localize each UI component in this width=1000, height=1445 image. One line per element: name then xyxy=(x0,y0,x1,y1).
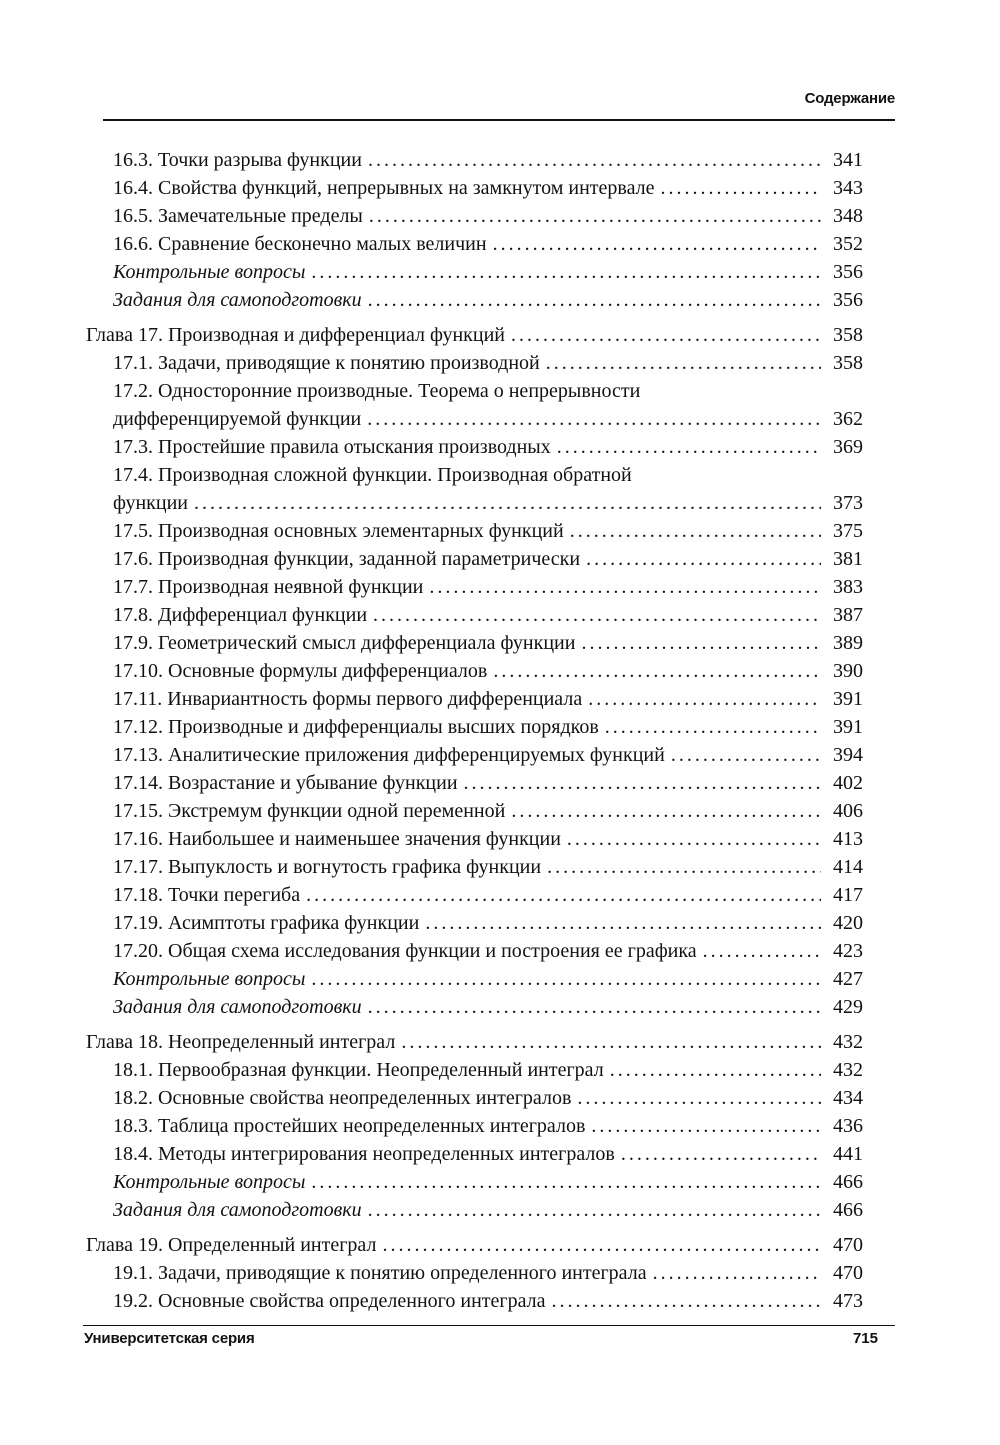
toc-entry[interactable] xyxy=(113,601,863,629)
toc-entry-title: Задания для самоподготовки xyxy=(113,996,362,1018)
toc-entry[interactable] xyxy=(113,1259,863,1287)
leader-dots xyxy=(511,321,821,349)
toc-entry-title: 17.9. Геометрический смысл дифференциала функции xyxy=(113,632,576,654)
toc-entry-title: 17.17. Выпуклость и вогнутость графика функции xyxy=(113,856,542,878)
toc-entry-title: 17.18. Точки перегиба xyxy=(113,884,301,906)
leader-dots xyxy=(464,769,821,797)
toc-entry-title: 17.5. Производная основных элементарных функций xyxy=(113,520,564,542)
toc-entry[interactable] xyxy=(113,685,863,713)
toc-entry-page: 420 xyxy=(833,912,863,934)
leader-dots xyxy=(368,1196,821,1224)
leader-dots xyxy=(306,881,821,909)
toc-entry-page: 436 xyxy=(833,1115,863,1137)
toc-entry-page: 343 xyxy=(833,177,863,199)
toc-entry-page: 466 xyxy=(833,1171,863,1193)
toc-chapter-title: Глава 18. Неопределенный интеграл xyxy=(86,1031,396,1053)
leader-dots xyxy=(621,1140,821,1168)
footer-rule xyxy=(83,1325,895,1326)
toc-entry-title: Контрольные вопросы xyxy=(113,261,306,283)
toc-entry-title: 16.4. Свойства функций, непрерывных на замкнутом интервале xyxy=(113,177,655,199)
toc-entry-page: 402 xyxy=(833,772,863,794)
toc-entry-title: 16.3. Точки разрыва функции xyxy=(113,149,362,171)
toc-entry-title: 17.7. Производная неявной функции xyxy=(113,576,424,598)
toc-entry-title: 17.15. Экстремум функции одной переменной xyxy=(113,800,506,822)
toc-entry[interactable] xyxy=(113,909,863,937)
toc-entry-page: 390 xyxy=(833,660,863,682)
toc-entry-page: 432 xyxy=(833,1031,863,1053)
header-rule xyxy=(103,119,895,121)
toc-entry-page: 356 xyxy=(833,261,863,283)
leader-dots xyxy=(311,965,821,993)
toc-entry-page: 383 xyxy=(833,576,863,598)
leader-dots xyxy=(367,405,821,433)
toc-entry-page: 358 xyxy=(833,324,863,346)
toc-entry-page: 389 xyxy=(833,632,863,654)
leader-dots xyxy=(493,657,821,685)
toc-entry-title: 17.11. Инвариантность формы первого дифференциала xyxy=(113,688,583,710)
leader-dots xyxy=(373,601,821,629)
toc-entry-title: Задания для самоподготовки xyxy=(113,289,362,311)
leader-dots xyxy=(401,1028,821,1056)
page-number: 715 xyxy=(852,1330,878,1347)
toc-entry-title: 17.14. Возрастание и убывание функции xyxy=(113,772,458,794)
toc-entry[interactable] xyxy=(113,405,863,433)
toc-entry-page: 391 xyxy=(833,688,863,710)
toc-chapter[interactable] xyxy=(86,321,863,349)
toc-entry[interactable] xyxy=(113,517,863,545)
toc-entry-title: 18.1. Первообразная функции. Неопределенный интеграл xyxy=(113,1059,604,1081)
toc-entry-title: 17.10. Основные формулы дифференциалов xyxy=(113,660,488,682)
leader-dots xyxy=(581,629,821,657)
series-name: Университетская серия xyxy=(84,1330,255,1347)
toc-entry[interactable] xyxy=(113,741,863,769)
toc-entry-page: 375 xyxy=(833,520,863,542)
leader-dots xyxy=(546,349,821,377)
toc-entry-title: 17.16. Наибольшее и наименьшее значения функции xyxy=(113,828,561,850)
toc-entry[interactable] xyxy=(113,769,863,797)
toc-entry-page: 473 xyxy=(833,1290,863,1312)
toc-entry[interactable] xyxy=(113,1056,863,1084)
toc-entry-page: 441 xyxy=(833,1143,863,1165)
toc-entry-page: 381 xyxy=(833,548,863,570)
toc-chapter[interactable] xyxy=(86,1231,863,1259)
toc-entry-page: 466 xyxy=(833,1199,863,1221)
leader-dots xyxy=(311,1168,821,1196)
toc-entry-page: 413 xyxy=(833,828,863,850)
toc-entry-title: 16.5. Замечательные пределы xyxy=(113,205,363,227)
leader-dots xyxy=(368,993,821,1021)
toc-entry[interactable] xyxy=(113,881,863,909)
leader-dots xyxy=(577,1084,821,1112)
leader-dots xyxy=(567,825,821,853)
leader-dots xyxy=(557,433,821,461)
toc-entry-page: 391 xyxy=(833,716,863,738)
toc-entry[interactable] xyxy=(113,202,863,230)
toc-entry[interactable] xyxy=(113,489,863,517)
toc-entry-title: Задания для самоподготовки xyxy=(113,1199,362,1221)
toc-entry[interactable] xyxy=(113,1140,863,1168)
leader-dots xyxy=(493,230,821,258)
toc-entry-page: 434 xyxy=(833,1087,863,1109)
toc-entry-title: 17.20. Общая схема исследования функции и построения ее графика xyxy=(113,940,697,962)
toc-entry-page: 414 xyxy=(833,856,863,878)
toc-entry-title: 17.6. Производная функции, заданной параметрически xyxy=(113,548,581,570)
toc-entry[interactable] xyxy=(113,545,863,573)
toc-entry-page: 369 xyxy=(833,436,863,458)
toc-entry-self-study[interactable] xyxy=(113,1196,863,1224)
toc-entry[interactable] xyxy=(113,853,863,881)
toc-entry-page: 406 xyxy=(833,800,863,822)
toc-entry-title: 17.3. Простейшие правила отыскания производных xyxy=(113,436,551,458)
toc-entry-title-line1[interactable]: 17.2. Односторонние производные. Теорема о непрерывности xyxy=(113,380,641,402)
toc-entry-title: 18.3. Таблица простейших неопределенных интегралов xyxy=(113,1115,586,1137)
toc-entry[interactable] xyxy=(113,433,863,461)
leader-dots xyxy=(588,685,821,713)
leader-dots xyxy=(703,937,821,965)
leader-dots xyxy=(429,573,821,601)
toc-entry[interactable] xyxy=(113,657,863,685)
toc-entry[interactable] xyxy=(113,146,863,174)
leader-dots xyxy=(547,853,821,881)
toc-entry-title: 17.1. Задачи, приводящие к понятию производной xyxy=(113,352,540,374)
toc-entry-continuation: функции xyxy=(113,492,188,514)
toc-entry[interactable] xyxy=(113,629,863,657)
toc-entry-page: 429 xyxy=(833,996,863,1018)
toc-entry[interactable] xyxy=(113,1084,863,1112)
toc-chapter-title: Глава 19. Определенный интеграл xyxy=(86,1234,377,1256)
toc-entry[interactable] xyxy=(113,797,863,825)
toc-entry-page: 358 xyxy=(833,352,863,374)
toc-entry-page: 373 xyxy=(833,492,863,514)
toc-entry-page: 470 xyxy=(833,1234,863,1256)
toc-entry-page: 352 xyxy=(833,233,863,255)
toc-chapter[interactable] xyxy=(86,1028,863,1056)
toc-entry-page: 387 xyxy=(833,604,863,626)
toc-entry[interactable] xyxy=(113,937,863,965)
toc-entry-page: 432 xyxy=(833,1059,863,1081)
leader-dots xyxy=(653,1259,821,1287)
toc-entry[interactable] xyxy=(113,713,863,741)
toc-entry-page: 417 xyxy=(833,884,863,906)
leader-dots xyxy=(311,258,821,286)
toc-entry-page: 394 xyxy=(833,744,863,766)
leader-dots xyxy=(591,1112,821,1140)
toc-entry-page: 356 xyxy=(833,289,863,311)
toc-chapter-title: Глава 17. Производная и дифференциал функций xyxy=(86,324,505,346)
toc-entry-title: 18.4. Методы интегрирования неопределенных интегралов xyxy=(113,1143,615,1165)
toc-entry-title: 17.13. Аналитические приложения дифференцируемых функций xyxy=(113,744,665,766)
toc-entry-self-study[interactable] xyxy=(113,993,863,1021)
leader-dots xyxy=(605,713,821,741)
toc-entry-page: 423 xyxy=(833,940,863,962)
leader-dots xyxy=(368,146,821,174)
toc-entry-title-line1[interactable]: 17.4. Производная сложной функции. Производная обратной xyxy=(113,464,632,486)
toc-entry[interactable] xyxy=(113,573,863,601)
toc-entry-title: Контрольные вопросы xyxy=(113,968,306,990)
toc-entry[interactable] xyxy=(113,825,863,853)
toc-entry-page: 362 xyxy=(833,408,863,430)
toc-entry[interactable] xyxy=(113,1287,863,1315)
toc-entry-review-questions[interactable] xyxy=(113,1168,863,1196)
toc-entry-title: 17.12. Производные и дифференциалы высших порядков xyxy=(113,716,599,738)
leader-dots xyxy=(382,1231,821,1259)
toc-entry-title: 18.2. Основные свойства неопределенных интегралов xyxy=(113,1087,572,1109)
toc-entry-page: 348 xyxy=(833,205,863,227)
toc-entry-review-questions[interactable] xyxy=(113,965,863,993)
toc-entry-continuation: дифференцируемой функции xyxy=(113,408,362,430)
leader-dots xyxy=(570,517,821,545)
toc-entry-title: 19.2. Основные свойства определенного интеграла xyxy=(113,1290,546,1312)
toc-entry-page: 427 xyxy=(833,968,863,990)
running-head: Содержание xyxy=(804,90,895,107)
toc-entry[interactable] xyxy=(113,1112,863,1140)
toc-entry-self-study[interactable] xyxy=(113,286,863,314)
toc-entry-title: 16.6. Сравнение бесконечно малых величин xyxy=(113,233,487,255)
toc-entry[interactable] xyxy=(113,349,863,377)
leader-dots xyxy=(425,909,821,937)
toc-entry-title: 19.1. Задачи, приводящие к понятию определенного интеграла xyxy=(113,1262,647,1284)
toc-entry[interactable] xyxy=(113,174,863,202)
leader-dots xyxy=(586,545,821,573)
toc-entry-review-questions[interactable] xyxy=(113,258,863,286)
toc-entry[interactable] xyxy=(113,230,863,258)
toc-entry-title: Контрольные вопросы xyxy=(113,1171,306,1193)
leader-dots xyxy=(511,797,821,825)
leader-dots xyxy=(552,1287,821,1315)
leader-dots xyxy=(369,202,821,230)
toc-entry-title: 17.8. Дифференциал функции xyxy=(113,604,368,626)
toc-entry-page: 341 xyxy=(833,149,863,171)
leader-dots xyxy=(661,174,822,202)
leader-dots xyxy=(368,286,821,314)
leader-dots xyxy=(194,489,821,517)
leader-dots xyxy=(610,1056,821,1084)
toc-entry-page: 470 xyxy=(833,1262,863,1284)
toc-entry-title: 17.19. Асимптоты графика функции xyxy=(113,912,420,934)
leader-dots xyxy=(671,741,821,769)
